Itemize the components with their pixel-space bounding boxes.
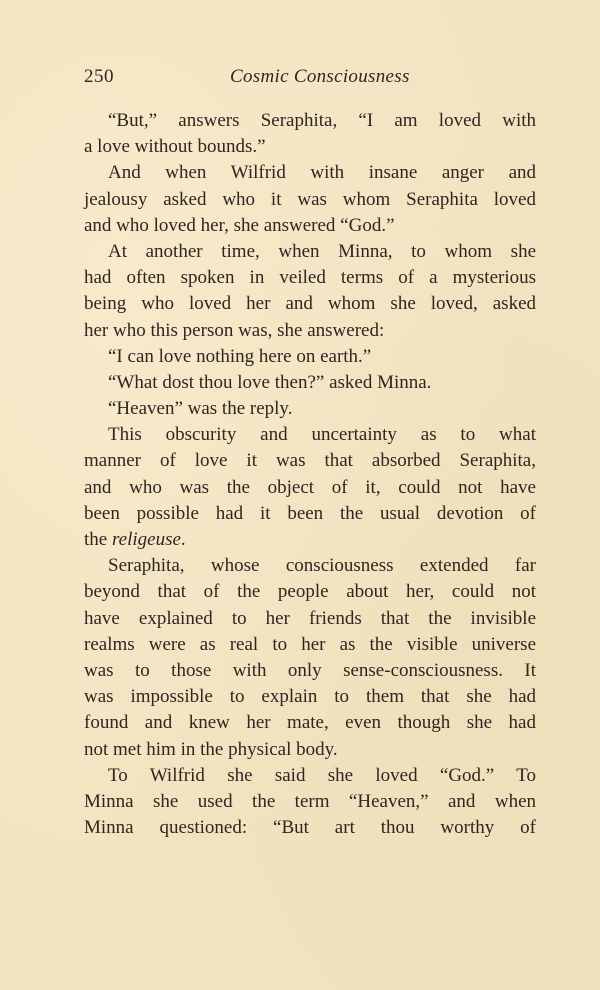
- text-line: her who this person was, she answered:: [84, 319, 385, 341]
- text-line: And when Wilfrid with insane anger and: [108, 162, 536, 184]
- text-line: At another time, when Minna, to whom she: [108, 240, 536, 262]
- running-head: [84, 64, 536, 94]
- text-line: and who loved her, she answered “God.”: [84, 214, 395, 236]
- text-line: “Heaven” was the reply.: [108, 398, 293, 420]
- text-line: realms were as real to her as the visible universe: [84, 633, 536, 655]
- text-line: [84, 527, 536, 553]
- text-line: Minna she used the term “Heaven,” and when: [84, 790, 536, 812]
- text-line: was to those with only sense-consciousness. It: [84, 659, 536, 681]
- text-line: “I can love nothing here on earth.”: [108, 345, 372, 367]
- text-line: jealousy asked who it was whom Seraphita loved: [84, 188, 536, 210]
- text-line: not met him in the physical body.: [84, 738, 338, 760]
- text-line: “But,” answers Seraphita, “I am loved with: [108, 110, 536, 131]
- text-segment: the: [84, 529, 112, 550]
- text-line: This obscurity and uncertainty as to what: [108, 424, 536, 446]
- text-line: a love without bounds.”: [84, 136, 266, 158]
- text-line: found and knew her mate, even though she had: [84, 712, 536, 734]
- italic-term: religeuse: [111, 529, 181, 550]
- text-line: beyond that of the people about her, could not: [84, 581, 536, 603]
- text-line: Seraphita, whose consciousness extended far: [108, 555, 536, 577]
- running-title: Cosmic Consciousness: [230, 66, 410, 87]
- text-line: Minna questioned: “But art thou worthy of: [84, 817, 536, 839]
- text-line: manner of love it was that absorbed Seraphita,: [84, 450, 536, 472]
- text-segment: .: [180, 529, 186, 550]
- text-line: been possible had it been the usual devotion of: [84, 502, 536, 524]
- text-line: and who was the object of it, could not have: [84, 476, 536, 498]
- text-line: To Wilfrid she said she loved “God.” To: [108, 764, 536, 786]
- book-page: [84, 64, 536, 841]
- text-line: was impossible to explain to them that she had: [84, 686, 536, 708]
- text-line: being who loved her and whom she loved, asked: [84, 293, 536, 315]
- text-line: have explained to her friends that the invisible: [84, 607, 536, 629]
- body-text: [84, 108, 536, 841]
- text-line: had often spoken in veiled terms of a mysterious: [84, 267, 536, 289]
- text-line: “What dost thou love then?” asked Minna.: [108, 371, 432, 393]
- page-number: 250: [84, 66, 114, 87]
